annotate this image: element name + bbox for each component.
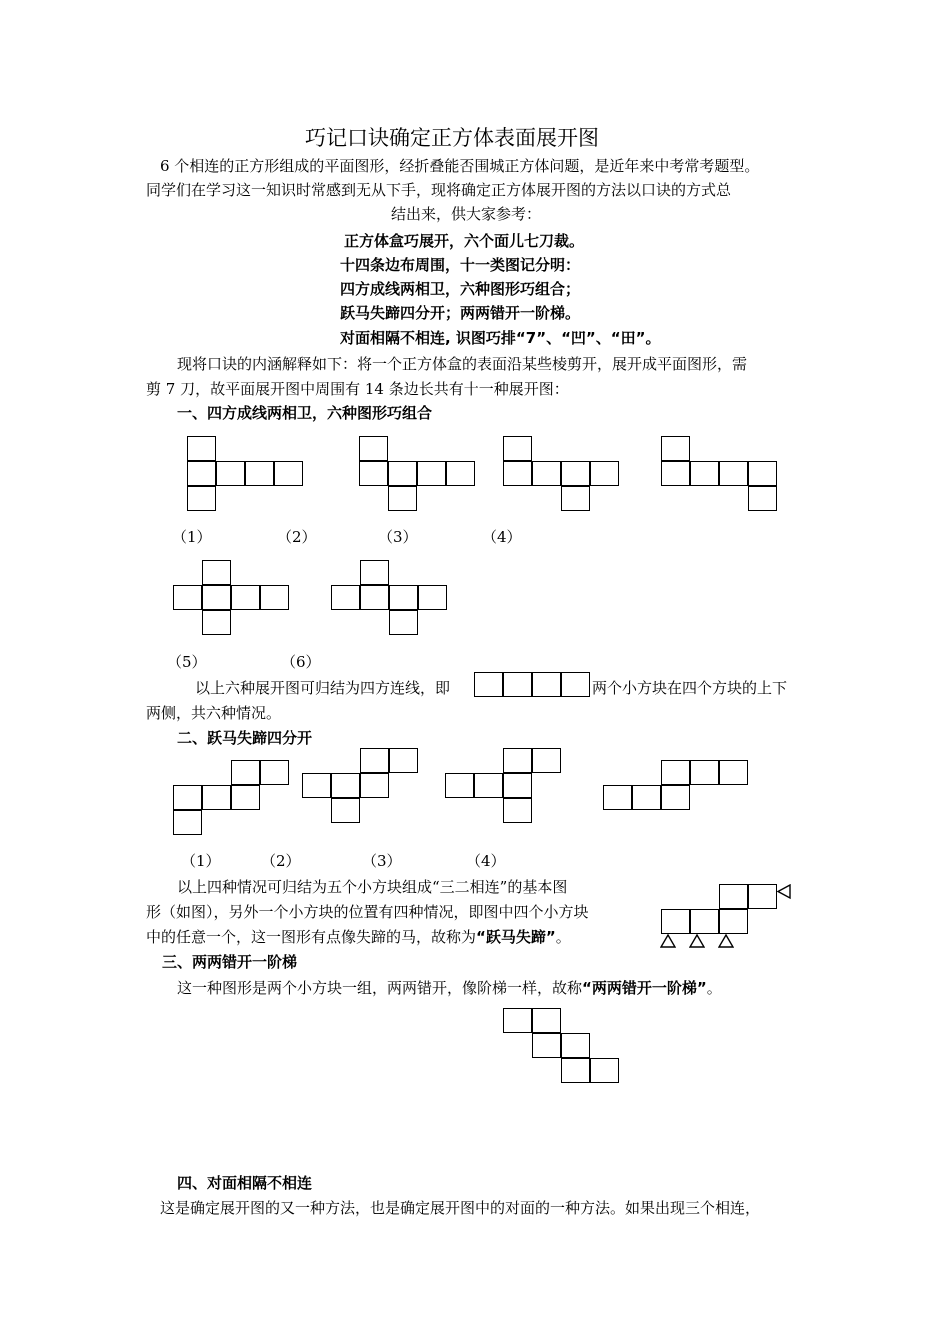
net-square [474, 672, 503, 697]
net-square [173, 810, 202, 835]
net-square [388, 461, 417, 486]
net-square [661, 909, 690, 934]
net-square [532, 748, 561, 773]
net-square [187, 461, 216, 486]
section-4-para: 这是确定展开图的又一种方法，也是确定展开图中的对面的一种方法。如果出现三个相连， [160, 1199, 761, 1217]
section-1-heading: 一、四方成线两相卫，六种图形巧组合 [177, 404, 433, 422]
net-square [532, 1008, 561, 1033]
verse-line-1: 正方体盒巧展开，六个面儿七刀裁。 [344, 232, 585, 250]
net-square [561, 1033, 590, 1058]
net-square [748, 884, 777, 909]
section-3-para-text: 这一种图形是两个小方块一组，两两错开，像阶梯一样，故称 [177, 979, 583, 997]
verse-line-5: 对面相隔不相连, 识图巧排“7”、“凹”、“田”。 [340, 329, 661, 347]
net-square [331, 798, 360, 823]
net-square [561, 1058, 590, 1083]
net-square [388, 486, 417, 511]
net-square [446, 461, 475, 486]
net-square [445, 773, 474, 798]
net-square [202, 585, 231, 610]
section-1-summary-c: 两侧，共六种情况。 [146, 704, 282, 722]
net-square [561, 486, 590, 511]
section-2-para-2: 形（如图），另外一个小方块的位置有四种情况，即图中四个小方块 [146, 903, 589, 921]
net-square [173, 585, 202, 610]
section-2-para-3-bold: “跃马失蹄” [476, 928, 556, 946]
net-square [245, 461, 274, 486]
net-square [503, 461, 532, 486]
net-square [503, 436, 532, 461]
section-2-para-1: 以上四种情况可归结为五个小方块组成“三二相连”的基本图 [177, 878, 568, 896]
section-1-summary-b: 两个小方块在四个方块的上下 [592, 679, 788, 697]
section-2-heading: 二、跃马失蹄四分开 [177, 729, 313, 747]
intro-line-2: 同学们在学习这一知识时常感到无从下手，现将确定正方体展开图的方法以口诀的方式总 [146, 181, 732, 199]
net-square [274, 461, 303, 486]
net-square [360, 560, 389, 585]
net-square [561, 672, 590, 697]
net-square [474, 773, 503, 798]
section-2-para-3 [146, 926, 571, 947]
net-square [503, 672, 532, 697]
net-square [503, 1008, 532, 1033]
net-square [359, 461, 388, 486]
explain-line-1: 现将口诀的内涵解释如下：将一个正方体盒的表面沿某些棱剪开，展开成平面图形，需 [177, 355, 748, 373]
net-square [690, 760, 719, 785]
net-square [331, 585, 360, 610]
net-square [719, 461, 748, 486]
label-1-5: （5） [167, 653, 207, 671]
net-square [389, 748, 418, 773]
net-square [748, 461, 777, 486]
net-square [748, 486, 777, 511]
net-square [719, 884, 748, 909]
net-square [503, 773, 532, 798]
triangle-up-icon-3 [718, 934, 734, 948]
net-square [173, 785, 202, 810]
intro-line-1: 6 个相连的正方形组成的平面图形，经折叠能否围城正方体问题，是近年来中考常考题型。 [160, 157, 760, 175]
net-square [187, 436, 216, 461]
net-square [417, 461, 446, 486]
net-square [260, 760, 289, 785]
net-square [216, 461, 245, 486]
net-square [590, 461, 619, 486]
section-3-para-bold: “两两错开一阶梯” [582, 979, 707, 997]
net-square [302, 773, 331, 798]
net-square [503, 748, 532, 773]
net-square [231, 585, 260, 610]
net-square [590, 1058, 619, 1083]
net-square [231, 760, 260, 785]
verse-line-3: 四方成线两相卫，六种图形巧组合； [340, 280, 581, 298]
net-square [360, 748, 389, 773]
net-square [503, 798, 532, 823]
net-square [661, 760, 690, 785]
net-square [690, 461, 719, 486]
net-square [418, 585, 447, 610]
net-square [360, 773, 389, 798]
label-1-4: （4） [482, 528, 522, 546]
net-square [719, 760, 748, 785]
section-3-para [177, 977, 722, 998]
section-1-summary-a: 以上六种展开图可归结为四方连线，即 [195, 679, 451, 697]
label-1-3: （3） [378, 528, 418, 546]
net-square [231, 785, 260, 810]
net-square [532, 672, 561, 697]
section-3-heading: 三、两两错开一阶梯 [162, 953, 298, 971]
net-square [389, 585, 418, 610]
net-square [359, 436, 388, 461]
net-square [661, 436, 690, 461]
label-2-2: （2） [261, 852, 301, 870]
label-2-1: （1） [181, 852, 221, 870]
label-1-1: （1） [172, 528, 212, 546]
section-2-para-3-end: 。 [555, 928, 571, 946]
section-3-para-end: 。 [706, 979, 722, 997]
label-2-4: （4） [466, 852, 506, 870]
intro-line-3: 结出来，供大家参考： [391, 205, 542, 223]
verse-line-2: 十四条边布周围，十一类图记分明： [340, 256, 581, 274]
net-square [532, 461, 561, 486]
label-2-3: （3） [362, 852, 402, 870]
page-title: 巧记口诀确定正方体表面展开图 [305, 126, 599, 150]
net-square [661, 785, 690, 810]
verse-line-4: 跃马失蹄四分开；两两错开一阶梯。 [340, 304, 581, 322]
net-square [202, 785, 231, 810]
net-square [690, 909, 719, 934]
triangle-up-icon-1 [660, 934, 676, 948]
net-square [202, 560, 231, 585]
net-square [632, 785, 661, 810]
net-square [260, 585, 289, 610]
net-square [360, 585, 389, 610]
net-square [389, 610, 418, 635]
net-square [603, 785, 632, 810]
explain-line-2: 剪 7 刀，故平面展开图中周围有 14 条边长共有十一种展开图： [146, 380, 569, 398]
net-square [532, 1033, 561, 1058]
net-square [202, 610, 231, 635]
triangle-left-icon [776, 884, 792, 900]
label-1-2: （2） [277, 528, 317, 546]
net-square [331, 773, 360, 798]
net-square [187, 486, 216, 511]
label-1-6: （6） [281, 653, 321, 671]
net-square [561, 461, 590, 486]
net-square [661, 461, 690, 486]
triangle-up-icon-2 [689, 934, 705, 948]
section-4-heading: 四、对面相隔不相连 [177, 1174, 313, 1192]
section-2-para-3-text: 中的任意一个，这一图形有点像失蹄的马，故称为 [146, 928, 477, 946]
net-square [719, 909, 748, 934]
